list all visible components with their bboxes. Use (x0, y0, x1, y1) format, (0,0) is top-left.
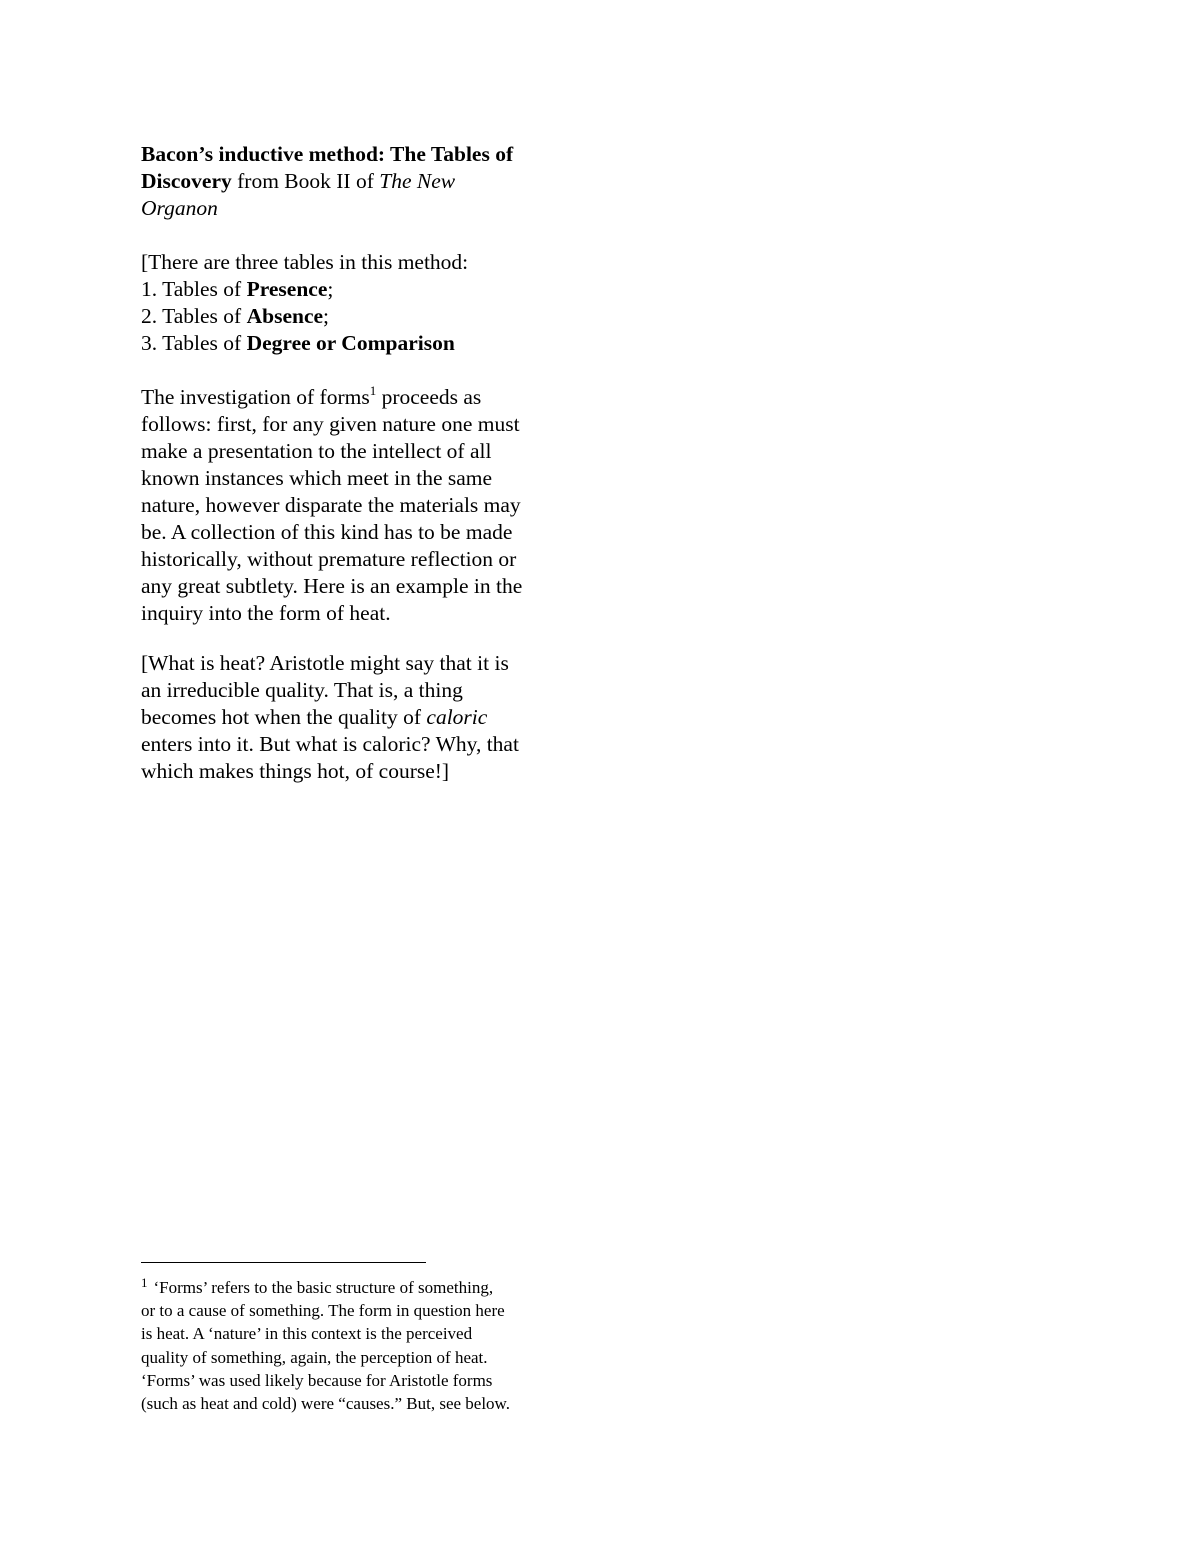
paragraph-line: an irreducible quality. That is, a thing (141, 678, 463, 702)
tables-item-bold: Absence (246, 304, 324, 328)
tables-item-bold: Degree or Comparison (246, 331, 455, 355)
title-middle: from Book II of (231, 169, 380, 193)
paragraph-line: historically, without premature reflection or (141, 547, 517, 571)
paragraph-line: [What is heat? Aristotle might say that it is (141, 651, 509, 675)
tables-item-suffix: ; (323, 304, 330, 328)
tables-item-presence (141, 276, 581, 303)
paragraph-line (141, 704, 581, 731)
tables-item-bold: Presence (246, 277, 328, 301)
paragraph-line: be. A collection of this kind has to be made (141, 520, 513, 544)
title-bold: Bacon’s inductive method: The Tables of Discovery (141, 142, 514, 193)
footnote-reference[interactable]: 1 (369, 383, 377, 398)
tables-item-absence (141, 303, 581, 330)
footnote-line: (such as heat and cold) were “causes.” But, see below. (141, 1394, 510, 1414)
footnote-line: is heat. A ‘nature’ in this context is the perceived (141, 1324, 473, 1344)
paragraph-line (141, 384, 581, 411)
footnote-number: 1 (141, 1275, 148, 1290)
tables-item-degree (141, 330, 581, 357)
paragraph-line: known instances which meet in the same (141, 466, 493, 490)
paragraph-line: enters into it. But what is caloric? Why, that (141, 732, 519, 756)
footnote-line-text: ‘Forms’ refers to the basic structure of something, (153, 1278, 494, 1297)
tables-list (141, 249, 581, 357)
paragraph-heat-aside (141, 650, 581, 785)
footnote-line (141, 1276, 581, 1299)
footnote-line: ‘Forms’ was used likely because for Aristotle forms (141, 1370, 493, 1390)
paragraph-line-start: The investigation of forms (141, 385, 370, 409)
caloric-term: caloric (426, 705, 488, 729)
tables-item-prefix: 3. Tables of (141, 331, 247, 355)
paragraph-investigation (141, 384, 581, 627)
paragraph-line-start: becomes hot when the quality of (141, 705, 427, 729)
footnote-line: quality of something, again, the perception of heat. (141, 1347, 488, 1367)
footnote-line: or to a cause of something. The form in question here (141, 1301, 505, 1321)
tables-lead: [There are three tables in this method: (141, 250, 469, 274)
paragraph-line: nature, however disparate the materials may (141, 493, 521, 517)
tables-item-prefix: 1. Tables of (141, 277, 247, 301)
paragraph-line: any great subtlety. Here is an example in the (141, 574, 523, 598)
paragraph-line: inquiry into the form of heat. (141, 601, 391, 625)
tables-item-prefix: 2. Tables of (141, 304, 247, 328)
title-italic-part2: Organon (141, 196, 218, 220)
tables-item-suffix: ; (327, 277, 334, 301)
footnote-divider (141, 1262, 426, 1263)
document-title (141, 141, 581, 222)
title-italic-part1: The New (379, 169, 456, 193)
footnote (141, 1276, 581, 1415)
paragraph-line: follows: first, for any given nature one must (141, 412, 520, 436)
paragraph-line: make a presentation to the intellect of all (141, 439, 492, 463)
document-body (141, 141, 581, 785)
paragraph-line-end: proceeds as (376, 385, 482, 409)
paragraph-line: which makes things hot, of course!] (141, 759, 450, 783)
